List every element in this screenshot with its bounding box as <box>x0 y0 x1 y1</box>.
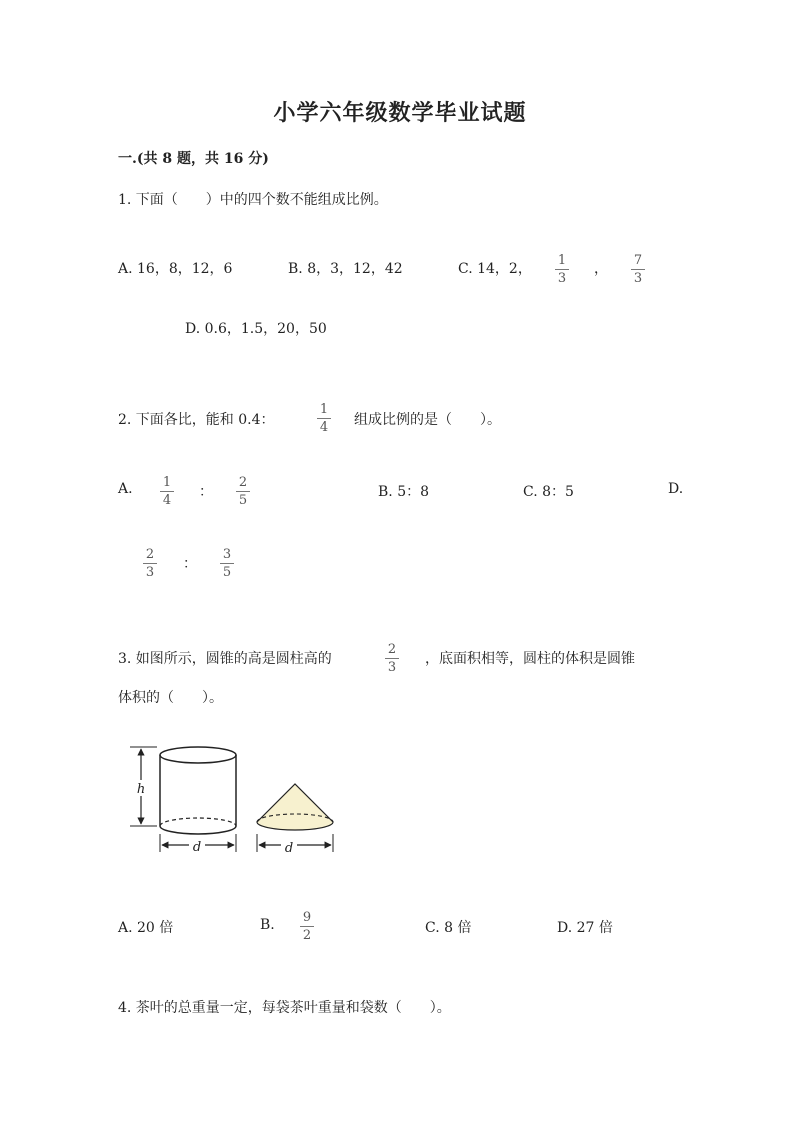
q3-option-c: C. 8 倍 <box>425 920 472 936</box>
question-3-text-post: ，底面积相等，圆柱的体积是圆锥 <box>425 651 635 667</box>
q1-option-c-fraction-1 <box>555 254 569 285</box>
cone-diameter-arrow <box>257 834 333 853</box>
cone-diameter-label: d <box>284 841 294 856</box>
q3-option-b-fraction <box>300 911 314 942</box>
cylinder-diameter-label: d <box>192 840 202 855</box>
q2-option-d-fraction-1 <box>143 548 157 579</box>
q2-fraction <box>317 403 331 434</box>
fraction-bar <box>385 658 399 659</box>
question-4-text: 4. 茶叶的总重量一定，每袋茶叶重量和袋数（ ）。 <box>118 1000 451 1016</box>
q2-option-d-label: D. <box>668 481 684 497</box>
denominator: 4 <box>162 493 172 508</box>
q3-fraction <box>385 643 399 674</box>
fraction-bar <box>220 563 234 564</box>
numerator: 1 <box>319 402 329 417</box>
q2-option-b: B. 5：8 <box>378 484 430 500</box>
height-label: h <box>136 782 146 797</box>
numerator: 7 <box>633 253 643 268</box>
denominator: 2 <box>302 928 312 943</box>
fraction-bar <box>236 491 250 492</box>
question-3-text-pre: 3. 如图所示，圆锥的高是圆柱高的 <box>118 651 332 667</box>
numerator: 2 <box>387 642 397 657</box>
numerator: 2 <box>145 547 155 562</box>
numerator: 3 <box>222 547 232 562</box>
denominator: 3 <box>557 271 567 286</box>
question-1-text: 1. 下面（ ）中的四个数不能组成比例。 <box>118 192 388 208</box>
q1-option-c-separator: ， <box>594 261 608 277</box>
fraction-bar <box>555 269 569 270</box>
fraction-bar <box>300 926 314 927</box>
q3-option-a: A. 20 倍 <box>118 920 174 936</box>
denominator: 3 <box>633 271 643 286</box>
numerator: 1 <box>557 253 567 268</box>
numerator: 1 <box>162 475 172 490</box>
fraction-bar <box>631 269 645 270</box>
q2-option-d-fraction-2 <box>220 548 234 579</box>
section-heading: 一.(共 8 题，共 16 分) <box>118 151 269 167</box>
cone <box>257 784 333 830</box>
q1-option-c-fraction-2 <box>631 254 645 285</box>
denominator: 4 <box>319 420 329 435</box>
q2-option-d-colon: ： <box>183 556 197 572</box>
question-3-text-line2: 体积的（ ）。 <box>118 690 223 706</box>
q3-option-b-label: B. <box>260 917 275 933</box>
q2-option-a-fraction-2 <box>236 476 250 507</box>
q2-option-c: C. 8：5 <box>523 484 574 500</box>
cylinder-cone-figure <box>125 742 345 860</box>
page-title: 小学六年级数学毕业试题 <box>273 100 527 126</box>
q1-option-b: B. 8，3，12，42 <box>288 261 403 277</box>
numerator: 2 <box>238 475 248 490</box>
cylinder <box>160 747 236 834</box>
q2-option-a-fraction-1 <box>160 476 174 507</box>
denominator: 3 <box>145 565 155 580</box>
q2-option-a-colon: ： <box>199 484 213 500</box>
q1-option-d: D. 0.6，1.5，20，50 <box>185 321 327 337</box>
denominator: 3 <box>387 660 397 675</box>
fraction-bar <box>317 418 331 419</box>
q3-option-d: D. 27 倍 <box>557 920 613 936</box>
q1-option-a: A. 16，8，12，6 <box>118 261 233 277</box>
denominator: 5 <box>238 493 248 508</box>
numerator: 9 <box>302 910 312 925</box>
fraction-bar <box>160 491 174 492</box>
question-2-text-post: 组成比例的是（ ）。 <box>354 412 501 428</box>
denominator: 5 <box>222 565 232 580</box>
question-2-text-pre: 2. 下面各比，能和 0.4： <box>118 412 275 428</box>
q1-option-c-prefix: C. 14，2， <box>458 261 532 277</box>
fraction-bar <box>143 563 157 564</box>
q2-option-a-label: A. <box>118 481 133 497</box>
